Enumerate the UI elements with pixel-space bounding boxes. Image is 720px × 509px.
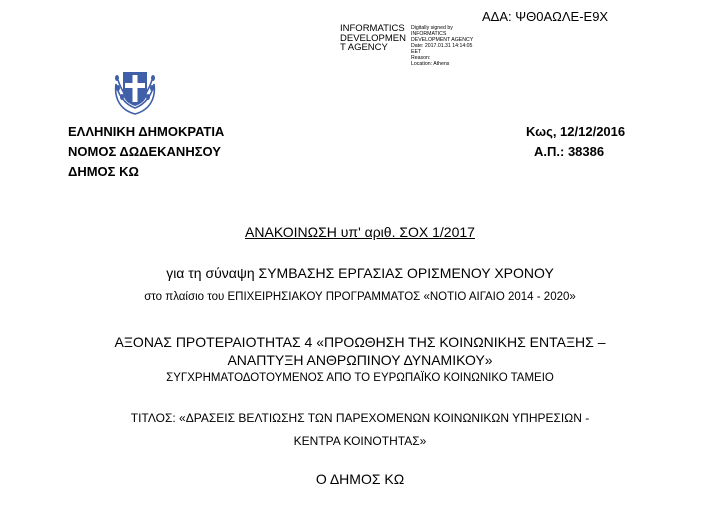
prefecture-name: ΝΟΜΟΣ ΔΩΔΕΚΑΝΗΣΟΥ: [68, 144, 221, 159]
project-title-line-1: ΤΙΤΛΟΣ: «ΔΡΑΣΕΙΣ ΒΕΛΤΙΩΣΗΣ ΤΩΝ ΠΑΡΕΧΟΜΕΝΩΝ ΚΟΙΝΩΝΙΚΩΝ ΥΠΗΡΕΣΙΩΝ -: [130, 411, 590, 425]
republic-name: ΕΛΛΗΝΙΚΗ ΔΗΜΟΚΡΑΤΙΑ: [68, 124, 225, 139]
signature-detail-line: DEVELOPMENT AGENCY: [411, 37, 474, 43]
protocol-number: Α.Π.: 38386: [534, 144, 605, 159]
cofunding-line: ΣΥΓΧΡΗΜΑΤΟΔΟΤΟΥΜΕΝΟΣ ΑΠΟ ΤΟ ΕΥΡΩΠΑΪΚΟ ΚΟΙΝΩΝΙΚΟ ΤΑΜΕΙΟ: [166, 372, 554, 384]
signature-org-line: DEVELOPMEN: [340, 32, 406, 44]
program-line: στο πλαίσιο του ΕΠΙΧΕΙΡΗΣΙΑΚΟΥ ΠΡΟΓΡΑΜΜΑΤΟΣ «ΝΟΤΙΟ ΑΙΓΑΙΟ 2014 - 2020»: [144, 291, 576, 303]
announcement-title: ΑΝΑΚΟΙΝΩΣΗ υπ' αριθ. ΣΟΧ 1/2017: [245, 224, 475, 240]
municipality-name: ΔΗΜΟΣ ΚΩ: [68, 164, 139, 179]
closing-heading: Ο ΔΗΜΟΣ ΚΩ: [315, 471, 405, 487]
signature-detail-line: EET: [411, 49, 422, 55]
signature-detail-line: Location: Athens: [411, 61, 450, 67]
signature-detail-line: Date: 2017.01.31 14:14:05: [411, 43, 473, 49]
signature-detail-line: INFORMATICS: [411, 31, 447, 37]
priority-axis-line-2: ΑΝΑΠΤΥΞΗ ΑΝΘΡΩΠΙΝΟΥ ΔΥΝΑΜΙΚΟΥ»: [227, 352, 493, 368]
signature-detail-line: Digitally signed by: [411, 25, 453, 31]
signature-details: [411, 25, 473, 67]
signature-org-line: INFORMATICS: [340, 23, 405, 34]
project-title-line-2: ΚΕΝΤΡΑ ΚΟΙΝΟΤΗΤΑΣ»: [293, 434, 427, 448]
signature-detail-line: Reason:: [411, 55, 431, 61]
purpose-line: για τη σύναψη ΣΥΜΒΑΣΗΣ ΕΡΓΑΣΙΑΣ ΟΡΙΣΜΕΝΟΥ ΧΡΟΝΟΥ: [166, 265, 554, 281]
document-date: Κως, 12/12/2016: [526, 124, 626, 139]
signature-organization: [340, 24, 410, 53]
date-protocol-block: [526, 122, 625, 162]
priority-axis-line-1: ΑΞΟΝΑΣ ΠΡΟΤΕΡΑΙΟΤΗΤΑΣ 4 «ΠΡΟΩΘΗΣΗ ΤΗΣ ΚΟΙΝΩΝΙΚΗΣ ΕΝΤΑΞΗΣ –: [114, 334, 606, 350]
ada-code: ΑΔΑ: ΨΘ0ΑΩΛΕ-Ε9Χ: [482, 9, 609, 24]
issuer-block: [68, 122, 224, 182]
signature-org-line: T AGENCY: [340, 42, 388, 53]
greek-republic-emblem-icon: [112, 66, 158, 116]
